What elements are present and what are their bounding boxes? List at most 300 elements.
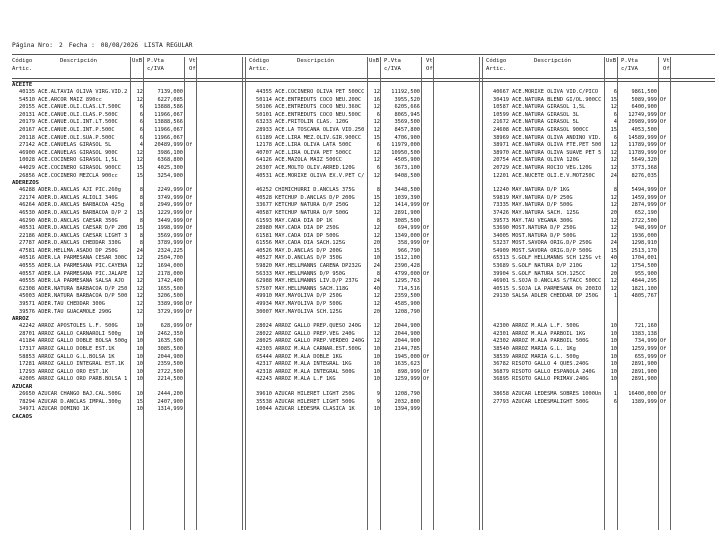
price-with-vat: 11966,067 (154, 111, 183, 118)
price-with-vat: 1394,999 (394, 406, 420, 413)
price-with-vat: 2044,900 (394, 338, 420, 345)
table-row (12, 202, 715, 210)
column-header-vt: Vt (663, 58, 670, 64)
units-per-box: 15 (610, 247, 617, 254)
price-with-vat: 3789,999 (157, 240, 183, 247)
article-code: 62988 (256, 278, 272, 285)
article-code: 42005 (19, 376, 35, 383)
price-with-vat: 1314,999 (157, 406, 183, 413)
price-with-vat: 2249,999 (157, 187, 183, 194)
units-per-box: 8 (139, 187, 143, 194)
price-with-vat: 898,999 (397, 368, 420, 375)
units-per-box: 12 (373, 225, 380, 232)
price-with-vat: 2324,225 (157, 247, 183, 254)
units-per-box: 4 (139, 142, 143, 149)
product-description: ADER.LA PARMESANA CESAR 300C (38, 255, 128, 262)
units-per-box: 10 (136, 346, 143, 352)
article-code: 56333 (256, 270, 272, 277)
price-with-vat: 6400,900 (631, 104, 657, 111)
offer-flag: Of (660, 202, 667, 209)
units-per-box: 10 (610, 376, 617, 383)
column-header-codigo: Código (486, 58, 507, 64)
units-per-box: 10 (136, 323, 143, 330)
price-with-vat: 3955,520 (394, 96, 420, 103)
price-with-vat: 4585,900 (394, 301, 420, 308)
column-header-codigo: Código (249, 58, 270, 64)
units-per-box: 15 (373, 134, 380, 141)
price-with-vat: 2214,500 (157, 376, 183, 383)
column-header-descripcion: Descripción (60, 58, 98, 64)
column-header-civa: c/IVA (621, 66, 638, 72)
product-description: ACE.ENTREDUTS COCO NEU.200C (275, 96, 362, 103)
product-description: ADER.NATURA BARBACOA D/P 250 (38, 285, 128, 292)
units-per-box: 6 (376, 111, 380, 118)
units-per-box: 1 (613, 293, 617, 300)
table-row (12, 346, 715, 354)
units-per-box: 12 (373, 323, 380, 330)
article-code: 17317 (19, 346, 35, 352)
offer-flag: Of (186, 209, 193, 216)
column-header-descripcion: Descripción (297, 58, 335, 64)
product-description: MAY.HELLMANNS SACH.118G (275, 285, 349, 292)
price-with-vat: 1295,763 (394, 278, 420, 285)
column-header-pvta: P.Vta (621, 58, 638, 64)
price-with-vat: 1383,138 (631, 330, 657, 337)
product-description: ADER.LA PARMESANA PIC.JALAPE (38, 270, 128, 277)
price-with-vat: 1694,000 (157, 263, 183, 270)
units-per-box: 12 (610, 104, 617, 111)
article-code: 42317 (256, 361, 272, 368)
column-header-of: Of (189, 66, 196, 72)
units-per-box: 16 (373, 96, 380, 103)
units-per-box: 10 (136, 353, 143, 360)
table-row (12, 255, 715, 263)
article-code: 41184 (19, 338, 35, 345)
article-code: 20118 (19, 134, 35, 141)
report-date: 08/08/2026 (100, 42, 139, 49)
article-code: 53237 (493, 240, 509, 247)
article-code: 26650 (19, 390, 35, 397)
column-separator (130, 57, 131, 530)
price-with-vat: 966,790 (397, 247, 420, 254)
article-code: 44355 (256, 89, 272, 95)
product-description: ACE.COCINERO OLIVA PET 500CC (275, 89, 365, 95)
price-with-vat: 1459,999 (631, 194, 657, 201)
article-code: 17281 (19, 361, 35, 368)
price-with-vat: 948,999 (634, 225, 657, 232)
table-row (12, 338, 715, 346)
units-per-box: 12 (373, 172, 380, 179)
article-code: 40515 (493, 285, 509, 292)
product-description: ACE.MOLTO OLIV.ARRED.120G (275, 164, 355, 171)
table-row (12, 97, 715, 105)
units-per-box: 10 (373, 255, 380, 262)
price-with-vat: 2359,500 (157, 361, 183, 368)
offer-flag: Of (423, 232, 430, 239)
units-per-box: 15 (610, 96, 617, 103)
price-with-vat: 3673,100 (394, 164, 420, 171)
product-description: ARROZ GALLO PREP.VERDEO 240G (275, 338, 365, 345)
article-code: 40707 (256, 149, 272, 156)
column-separator (433, 57, 434, 530)
units-per-box: 10 (373, 406, 380, 413)
product-description: MAY.HELLMANNS CARENA DP232G (275, 263, 362, 270)
product-description: ADER.D.ANCLAS CAESAR 350G (38, 217, 118, 224)
article-code: 10028 (19, 157, 35, 164)
units-per-box: 12 (610, 225, 617, 232)
article-code: 46901 (493, 278, 509, 285)
price-with-vat: 6205,666 (394, 104, 420, 111)
article-code: 28024 (256, 323, 272, 330)
product-description: MAY.HELLMANNS D/P 950G (275, 270, 346, 277)
price-with-vat: 6227,085 (157, 96, 183, 103)
product-description: ARROZ GALLO ORO EST.1K (38, 368, 109, 375)
units-per-box: 24 (610, 240, 617, 247)
offer-flag: Of (660, 338, 667, 345)
article-code: 47581 (19, 247, 35, 254)
units-per-box: 15 (136, 225, 143, 232)
units-per-box: 8 (139, 240, 143, 247)
units-per-box: 10 (136, 338, 143, 345)
article-code: 45003 (19, 293, 35, 300)
article-code: 20155 (19, 104, 35, 111)
offer-flag: Of (660, 149, 667, 156)
article-code: 54510 (19, 96, 35, 103)
product-description: S.GOLF NATURA D/P 210G (512, 263, 583, 270)
page-number: 2 (58, 42, 63, 49)
units-per-box: 10 (136, 330, 143, 337)
price-with-vat: 2044,900 (394, 330, 420, 337)
units-per-box: 12 (610, 232, 617, 239)
product-description: MAY.NATURA D/P 250G (512, 194, 573, 201)
offer-flag: Of (660, 96, 667, 103)
article-code: 40526 (256, 247, 272, 254)
units-per-box: 12 (136, 278, 143, 285)
column-separator (658, 57, 659, 530)
table-row (12, 240, 715, 248)
product-description: ACE.NATURA GIRASOL 1,5L (512, 104, 586, 111)
units-per-box: 10 (610, 346, 617, 352)
price-with-vat: 628,999 (160, 323, 183, 330)
units-per-box: 6 (613, 398, 617, 405)
price-with-vat: 16400,000 (628, 390, 657, 397)
article-code: 64126 (256, 157, 272, 164)
column-separator (479, 57, 480, 530)
table-row (12, 142, 715, 150)
product-description: ARROZ MARIA G.L. 1Kg (512, 346, 576, 352)
price-with-vat: 11789,999 (628, 149, 657, 156)
table-row (12, 165, 715, 173)
offer-flag: Of (660, 194, 667, 201)
units-per-box: 12 (136, 157, 143, 164)
units-per-box: 12 (373, 119, 380, 126)
units-per-box: 12 (610, 157, 617, 164)
column-separator (670, 57, 671, 530)
article-code: 59819 (493, 194, 509, 201)
offer-flag: Of (186, 202, 193, 209)
price-with-vat: 1704,001 (631, 255, 657, 262)
price-with-vat: 14589,999 (628, 134, 657, 141)
column-header-codigo: Código (12, 58, 33, 64)
product-description: MAY.D.ANCLAS D/P 350G (275, 255, 342, 262)
units-per-box: 15 (136, 398, 143, 405)
product-description: ARROZ GALLO DOBLE EST.1K (38, 346, 115, 352)
table-row (12, 391, 715, 399)
price-with-vat: 1208,790 (394, 308, 420, 315)
units-per-box: 24 (373, 278, 380, 285)
table-row (12, 301, 715, 309)
article-code: 28701 (19, 330, 35, 337)
price-with-vat: 1298,910 (631, 240, 657, 247)
column-header-of: Of (663, 66, 670, 72)
column-header-artic: Artic. (12, 66, 33, 72)
article-code: 42302 (493, 338, 509, 345)
article-code: 42300 (493, 323, 509, 330)
header-rule (12, 78, 715, 79)
product-description: ACE.CAÑUE.OLI.CLAS.LT.500C (38, 104, 121, 111)
price-with-vat: 1208,790 (394, 390, 420, 397)
price-with-vat: 4505,900 (394, 157, 420, 164)
article-code: 73335 (493, 202, 509, 209)
product-description: ACE.FRITOLIN CLAS. 120G (275, 119, 349, 126)
article-code: 40531 (256, 172, 272, 179)
article-code: 46252 (256, 187, 272, 194)
units-per-box: 8 (613, 187, 617, 194)
product-description: ACE.NUCETE OLI.E.V.MOT250C (512, 172, 595, 179)
price-with-vat: 2044,900 (157, 353, 183, 360)
page-label: Página Nro: (12, 42, 53, 49)
column-separator (143, 57, 144, 530)
article-code: 38540 (493, 346, 509, 352)
units-per-box: 8 (139, 232, 143, 239)
top-rule (12, 54, 715, 55)
units-per-box: 12 (610, 278, 617, 285)
product-description: ACE.NATURA OLIVA ANDINO VID. (512, 134, 602, 141)
table-row (12, 89, 715, 97)
units-per-box: 10 (610, 353, 617, 360)
product-description: ARROZ GALLO G.L.BOLSA 1K (38, 353, 115, 360)
product-description: ARROZ M.ALA PARBOIL 500G (512, 338, 589, 345)
product-description: ARROZ GALLO PREP.VEG 240G (275, 330, 355, 337)
article-code: 40587 (256, 209, 272, 216)
product-description: RISOTO GALLO ESPAÑOLA 240G (512, 368, 595, 375)
product-description: MAY.HELLMANNS LIV.D/P 237G (275, 278, 358, 285)
price-with-vat: 11789,999 (628, 142, 657, 149)
product-description: ARROZ M.ALA INTEGRAL 500G (275, 368, 355, 375)
product-description: MOST.NATURA D/P 250G (512, 225, 576, 232)
table-row (12, 293, 715, 301)
column-header-pvta: P.Vta (384, 58, 401, 64)
product-description: ACE.NATURA OLIVA 120G (512, 157, 579, 164)
price-with-vat: 1259,999 (394, 376, 420, 383)
units-per-box: 10 (610, 330, 617, 337)
units-per-box: 1 (613, 390, 617, 397)
product-description: KETCHUP D.ANCLAS D/P 200G (275, 194, 355, 201)
offer-flag: Of (660, 187, 667, 194)
product-description: ACE.MORIXE OLIVA EX.V.PET C/ (275, 172, 365, 179)
table-row (12, 354, 715, 362)
units-per-box: 12 (373, 209, 380, 216)
article-code: 40516 (19, 255, 35, 262)
article-code: 28933 (256, 126, 272, 133)
product-description: ACE.COCINERO MEZCLA 900cc (38, 172, 118, 179)
price-with-vat: 20989,999 (628, 119, 657, 126)
product-description: ACE.CAÑUE.OLI.INT.P.500C (38, 126, 115, 133)
units-per-box: 8 (139, 194, 143, 201)
article-code: 38658 (493, 390, 509, 397)
table-row (12, 309, 715, 317)
price-with-vat: 3449,999 (157, 217, 183, 224)
price-with-vat: 1945,000 (394, 353, 420, 360)
units-per-box: 6 (613, 111, 617, 118)
article-code: 20754 (493, 157, 509, 164)
article-code: 39904 (493, 270, 509, 277)
table-row (12, 399, 715, 407)
article-code: 38971 (493, 142, 509, 149)
table-row (12, 248, 715, 256)
product-description: S.GOLF NATURA SCH.125CC (512, 270, 586, 277)
column-header-pvta: P.Vta (147, 58, 164, 64)
article-code: 39573 (493, 217, 509, 224)
article-code: 42303 (256, 346, 272, 352)
column-separator (196, 57, 197, 530)
price-with-vat: 12749,999 (628, 111, 657, 118)
product-description: ARROZ M.ALA L.F 1KG (275, 376, 336, 383)
table-row (12, 271, 715, 279)
price-with-vat: 11966,067 (154, 126, 183, 133)
units-per-box: 10 (136, 390, 143, 397)
article-code: 63233 (256, 119, 272, 126)
article-code: 53689 (493, 263, 509, 270)
units-per-box: 12 (373, 126, 380, 133)
table-row (12, 157, 715, 165)
units-per-box: 10 (373, 376, 380, 383)
column-header-uxb: UxB (132, 58, 143, 64)
article-code: 61593 (256, 217, 272, 224)
table-row (12, 127, 715, 135)
article-code: 59820 (256, 263, 272, 270)
table-row (12, 331, 715, 339)
price-with-vat: 714,516 (397, 285, 420, 292)
units-per-box: 10 (373, 346, 380, 352)
product-description: MAY.NATURA D/P 1KG (512, 187, 570, 194)
product-description: S.SOJA D.ANCLAS S/TACC 500CC (512, 278, 602, 285)
price-with-vat: 8457,800 (394, 126, 420, 133)
units-per-box: 20 (610, 270, 617, 277)
price-with-vat: 3085,500 (157, 346, 183, 352)
price-with-vat: 1389,999 (631, 398, 657, 405)
table-row (12, 173, 715, 181)
offer-flag: Of (186, 301, 193, 308)
article-code: 29130 (493, 293, 509, 300)
price-with-vat: 6368,800 (157, 157, 183, 164)
offer-flag: Of (660, 142, 667, 149)
product-description: AZUCAR DOMINO 1K (38, 406, 90, 413)
product-description: AZUCAR HILERET LIGHT 500G (275, 398, 355, 405)
units-per-box: 12 (136, 293, 143, 300)
table-row (12, 278, 715, 286)
price-with-vat: 2407,900 (157, 398, 183, 405)
article-code: 40531 (19, 225, 35, 232)
article-code: 62308 (19, 285, 35, 292)
product-description: ACE.COCINERO GIRASOL 1,5L (38, 157, 118, 164)
product-description: MOST.SAVORA ORIG.D/P 250G (512, 240, 592, 247)
units-per-box: 12 (373, 89, 380, 95)
product-description: ACE.NATURA GIRASOL 3L (512, 111, 579, 118)
article-code: 34971 (19, 406, 35, 413)
table-row (12, 369, 715, 377)
price-with-vat: 10950,500 (391, 149, 420, 156)
article-code: 44029 (19, 164, 35, 171)
product-description: MAY.MAYOLIVA SCH.125G (275, 308, 342, 315)
article-code: 50101 (256, 111, 272, 118)
article-code: 46264 (19, 202, 35, 209)
price-with-vat: 1821,100 (631, 285, 657, 292)
product-description: ACE.MAZOLA MAIZ 500CC (275, 157, 342, 164)
article-code: 49934 (256, 301, 272, 308)
units-per-box: 12 (373, 157, 380, 164)
price-with-vat: 3749,999 (157, 194, 183, 201)
article-code: 20179 (19, 119, 35, 126)
price-with-vat: 1998,999 (157, 225, 183, 232)
article-code: 10044 (256, 406, 272, 413)
table-row (12, 187, 715, 195)
price-with-vat: 3729,999 (157, 308, 183, 315)
article-code: 49910 (256, 293, 272, 300)
product-description: AZUCAR LEDESMA CLASICA 1K (275, 406, 355, 413)
price-with-vat: 1512,100 (394, 255, 420, 262)
units-per-box: 10 (136, 361, 143, 368)
price-with-vat: 8276,035 (631, 172, 657, 179)
units-per-box: 12 (373, 338, 380, 345)
article-code: 39571 (19, 301, 35, 308)
article-code: 40135 (19, 89, 35, 95)
article-code: 42318 (256, 368, 272, 375)
price-with-vat: 358,999 (397, 240, 420, 247)
table-row (12, 225, 715, 233)
price-with-vat: 2513,170 (631, 247, 657, 254)
units-per-box: 15 (610, 126, 617, 133)
units-per-box: 15 (136, 164, 143, 171)
article-code: 50106 (256, 104, 272, 111)
offer-flag: Of (186, 217, 193, 224)
price-with-vat: 2722,500 (157, 368, 183, 375)
product-description: RISOTO GALLO 4 QUES.240G (512, 361, 589, 368)
article-code: 10587 (493, 104, 509, 111)
price-with-vat: 1635,623 (394, 361, 420, 368)
units-per-box: 10 (373, 353, 380, 360)
units-per-box: 12 (136, 89, 143, 95)
product-description: RISOTO GALLO PRIMAV.240G (512, 376, 589, 383)
article-code: 27142 (19, 142, 35, 149)
product-description: ACE.LIRA MEZ.OLIV.GIR.900CC (275, 134, 362, 141)
units-per-box: 12 (610, 149, 617, 156)
price-with-vat: 4805,767 (631, 293, 657, 300)
price-with-vat: 2949,999 (157, 202, 183, 209)
article-code: 53690 (493, 225, 509, 232)
units-per-box: 6 (139, 119, 143, 126)
article-code: 39610 (256, 390, 272, 397)
units-per-box: 9 (376, 398, 380, 405)
article-code: 35538 (256, 398, 272, 405)
table-row (12, 104, 715, 112)
article-code: 38970 (493, 149, 509, 156)
section-heading: ARROZ (12, 316, 29, 323)
product-description: ARROZ M.ALA L.F. 500G (512, 323, 579, 330)
report-title: LISTA REGULAR (144, 42, 193, 49)
price-with-vat: 8065,945 (394, 111, 420, 118)
article-code: 40555 (19, 278, 35, 285)
